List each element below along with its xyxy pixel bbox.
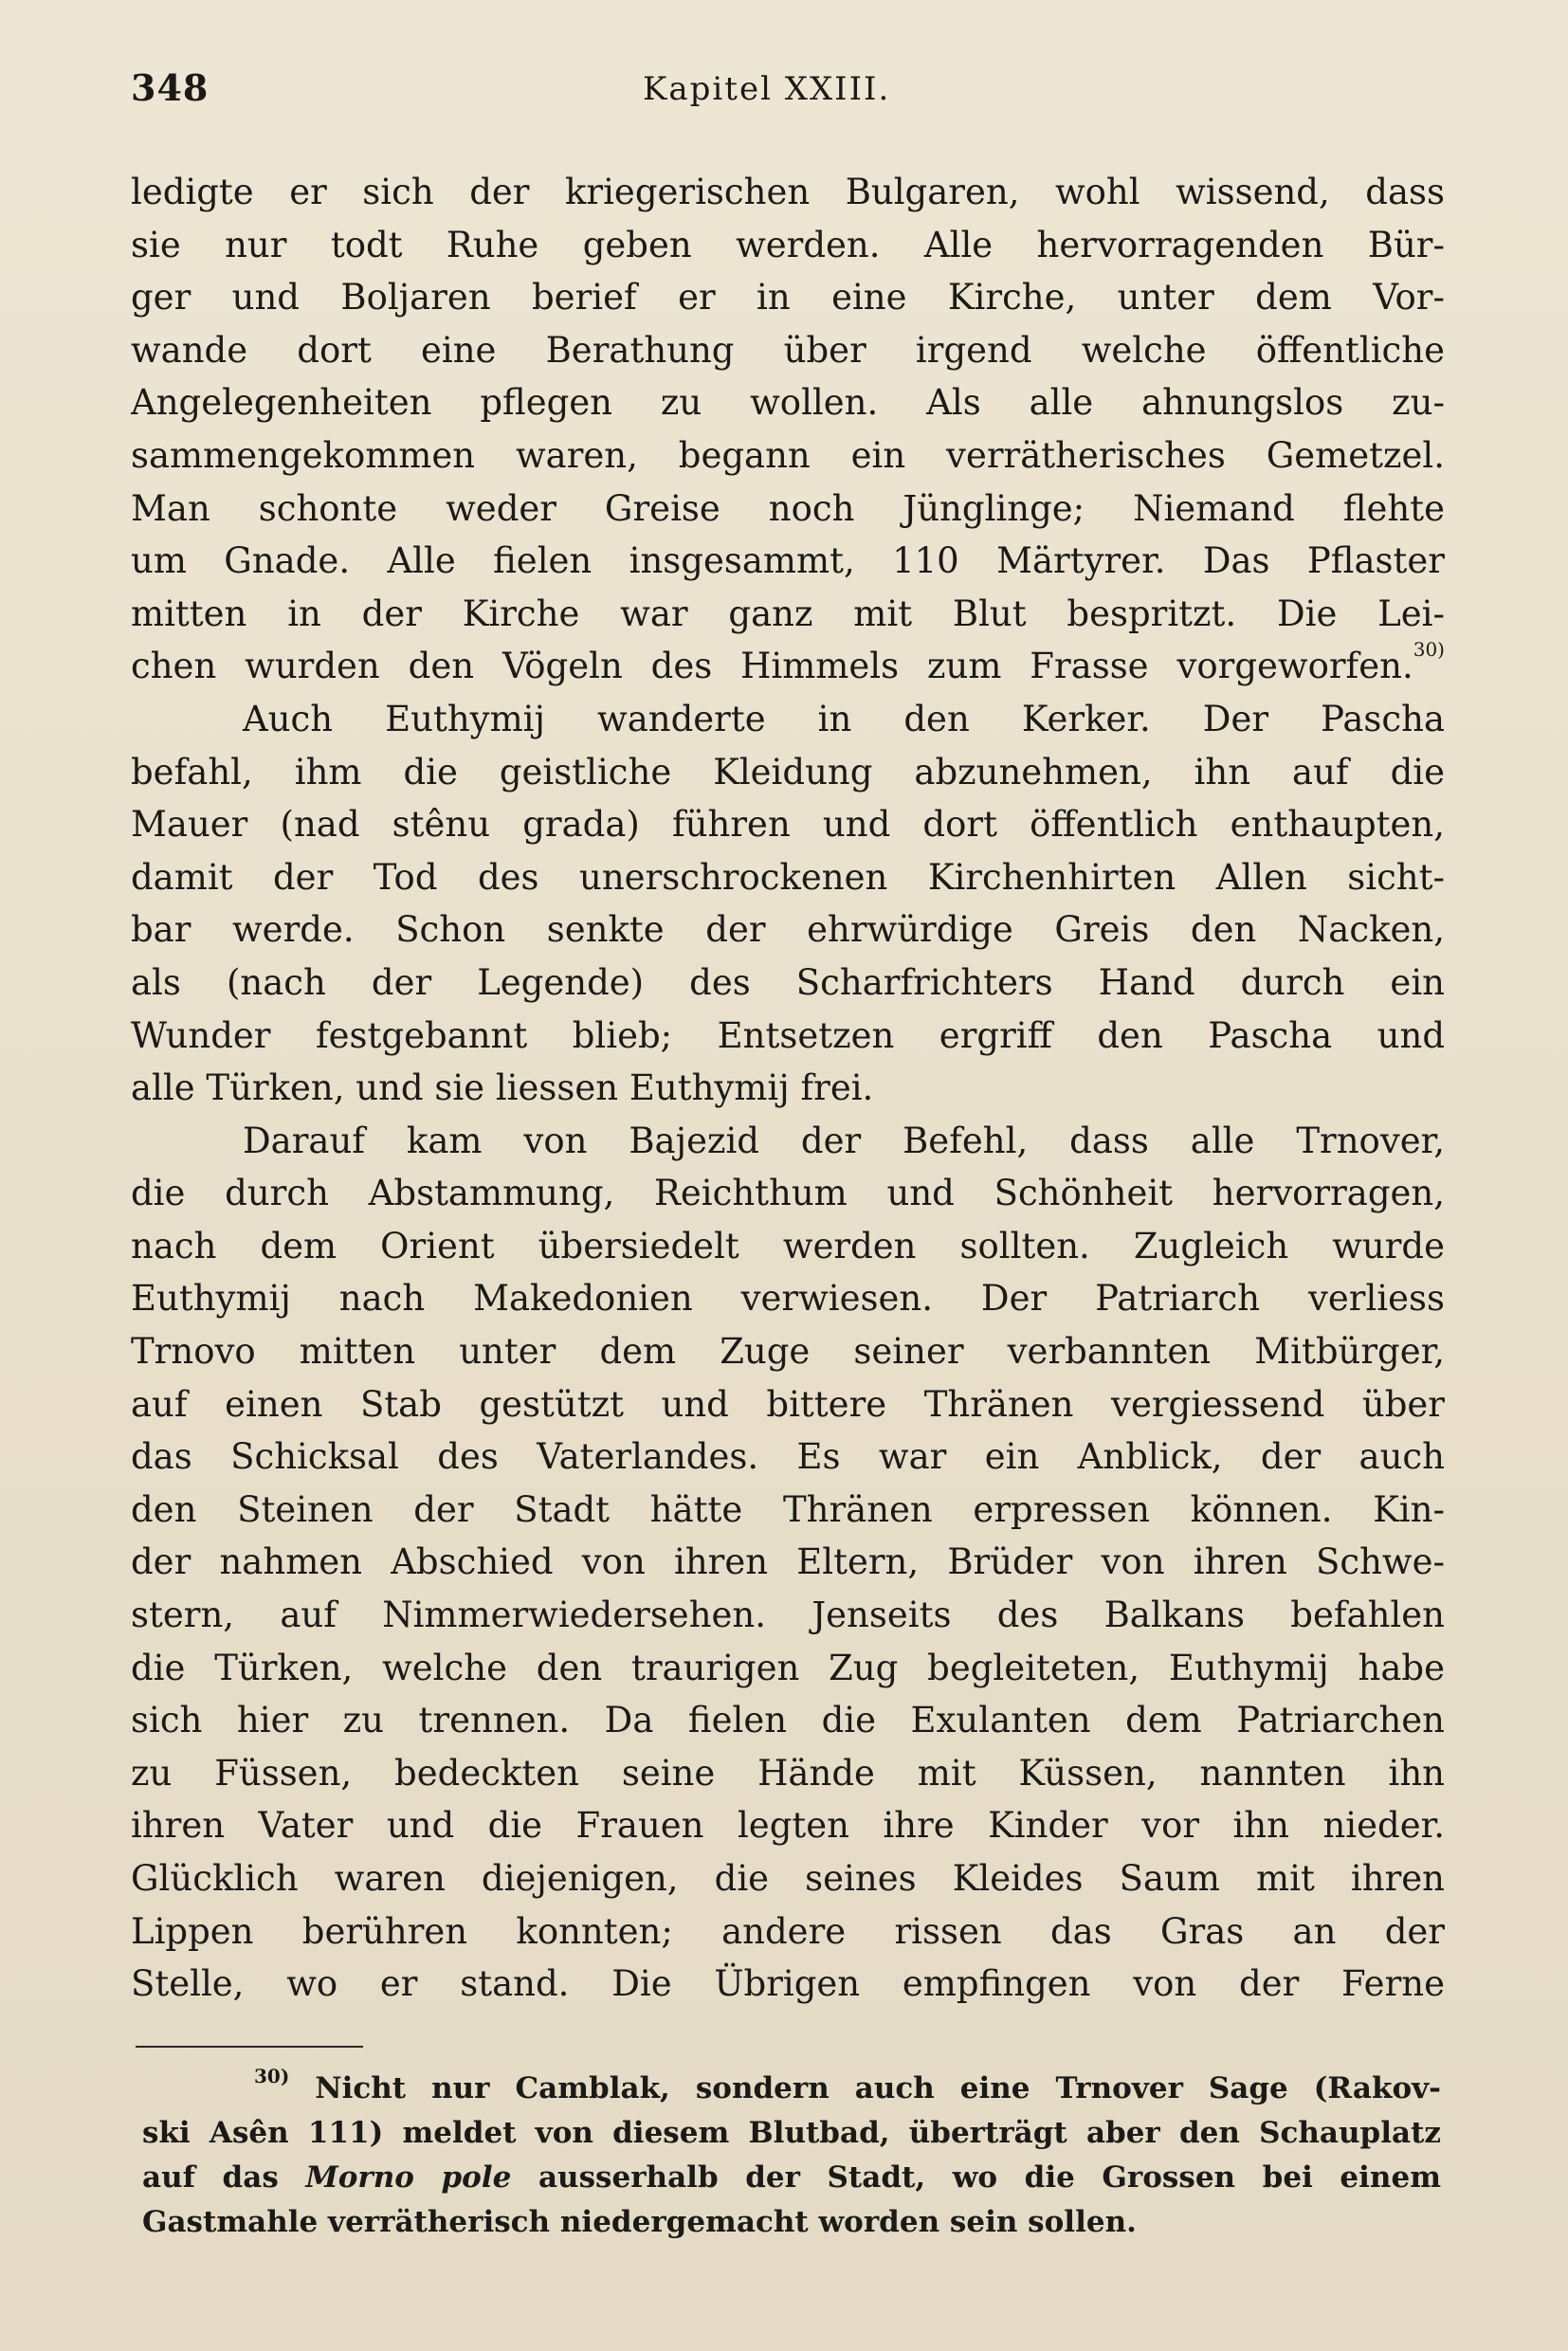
text-line: Mauer (nad stênu grada) führen und dort öffentlich enthaupten, [131,804,1445,846]
text-line: zu Füssen, bedeckten seine Hände mit Küssen, nannten ihn [131,1752,1445,1794]
footnote-text: ausserhalb der Stadt, wo die Grossen bei einem [538,2160,1441,2195]
text-line: die Türken, welche den traurigen Zug begleiteten, Euthymij habe [131,1647,1445,1688]
text-line: ihren Vater und die Frauen legten ihre Kinder vor ihn nieder. [131,1805,1445,1847]
text-line: Euthymij nach Makedonien verwiesen. Der Patriarch verliess [131,1278,1445,1320]
footnote-block [142,2067,1441,2245]
text-line: der nahmen Abschied von ihren Eltern, Brüder von ihren Schwe- [131,1541,1445,1583]
text-line: nach dem Orient übersiedelt werden sollten. Zugleich wurde [131,1225,1445,1267]
text-line: mitten in der Kirche war ganz mit Blut bespritzt. Die Lei- [131,592,1445,634]
footnote-line [142,2156,1441,2200]
text-line: sammengekommen waren, begann ein verrätherisches Gemetzel. [131,434,1445,476]
footnote-marker: 30) [254,2067,290,2087]
paragraph-end-line: alle Türken, und sie liessen Euthymij frei. [131,1067,874,1109]
text-line: wande dort eine Berathung über irgend welche öffentliche [131,329,1445,371]
chapter-title: Kapitel XXIII. [643,70,891,108]
text-line: bar werde. Schon senkte der ehrwürdige Greis den Nacken, [131,909,1445,951]
text-line: befahl, ihm die geistliche Kleidung abzunehmen, ihn auf die [131,751,1445,793]
text-line: um Gnade. Alle fielen insgesammt, 110 Märtyrer. Das Pflaster [131,540,1445,582]
text-line: sich hier zu trennen. Da fielen die Exulanten dem Patriarchen [131,1700,1445,1741]
text-line: Man schonte weder Greise noch Jünglinge; Niemand flehte [131,487,1445,529]
footnote-divider [136,2046,363,2048]
text-line: die durch Abstammung, Reichthum und Schönheit hervorragen, [131,1173,1445,1214]
footnote-line [142,2067,1441,2111]
page-number: 348 [131,66,210,109]
text-line-content: chen wurden den Vögeln des Himmels zum Frasse vorgeworfen. [131,646,1413,687]
text-line: ledigte er sich der kriegerischen Bulgaren, wohl wissend, dass [131,172,1445,212]
text-line: Wunder festgebannt blieb; Entsetzen ergriff den Pascha und [131,1014,1445,1056]
footnote-line: ski Asên 111) meldet von diesem Blutbad, überträgt aber den Schauplatz [142,2116,1441,2150]
text-line: das Schicksal des Vaterlandes. Es war ein Anblick, der auch [131,1436,1445,1478]
footnote-text: auf das [142,2160,279,2195]
body-text [131,166,1445,2011]
text-line: Lippen berühren konnten; andere rissen das Gras an der [131,1910,1445,1952]
text-line: Trnovo mitten unter dem Zuge seiner verbannten Mitbürger, [131,1331,1445,1373]
running-head [131,66,1458,123]
text-line: Glücklich waren diejenigen, die seines Kleides Saum mit ihren [131,1858,1445,1899]
text-line: ger und Boljaren berief er in eine Kirche, unter dem Vor- [131,277,1445,319]
text-line: Stelle, wo er stand. Die Übrigen empfingen von der Ferne [131,1963,1445,2005]
paragraph-start-line: Darauf kam von Bajezid der Befehl, dass alle Trnover, [243,1120,1445,1161]
text-line: auf einen Stab gestützt und bittere Thränen vergiessend über [131,1383,1445,1425]
text-line: Angelegenheiten pflegen zu wollen. Als alle ahnungslos zu- [131,382,1445,424]
text-line: stern, auf Nimmerwiedersehen. Jenseits des Balkans befahlen [131,1595,1445,1636]
text-line: sie nur todt Ruhe geben werden. Alle hervorragenden Bür- [131,224,1445,265]
paragraph-start-line: Auch Euthymij wanderte in den Kerker. Der Pascha [243,698,1445,739]
footnote-reference[interactable]: 30) [1413,640,1445,662]
footnote-line: Gastmahle verrätherisch niedergemacht worden sein sollen. [142,2205,1137,2239]
text-line: damit der Tod des unerschrockenen Kirchenhirten Allen sicht- [131,856,1445,898]
text-line: als (nach der Legende) des Scharfrichters Hand durch ein [131,961,1445,1003]
text-line-with-footnote-ref [131,640,1445,693]
text-line: den Steinen der Stadt hätte Thränen erpressen können. Kin- [131,1488,1445,1530]
footnote-text: Nicht nur Camblak, sondern auch eine Trnover Sage (Rakov- [315,2071,1441,2105]
footnote-emphasis: Morno pole [305,2160,512,2195]
